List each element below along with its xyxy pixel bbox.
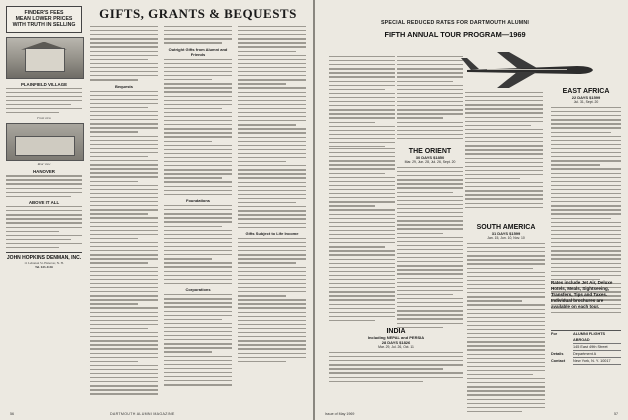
gifts-title: GIFTS, GRANTS & BEQUESTS bbox=[99, 6, 297, 21]
tour-india bbox=[329, 328, 463, 385]
front-view-caption: Front view bbox=[37, 116, 51, 121]
ad-extra-text bbox=[6, 235, 82, 249]
samerica-description bbox=[467, 243, 545, 412]
intro-text-col2 bbox=[397, 56, 463, 142]
coupon-details-value: Department A bbox=[573, 351, 621, 358]
subhead-outright-gifts: Outright Gifts from Alumni and Friends bbox=[168, 46, 228, 57]
coupon-for-label: For bbox=[551, 332, 558, 336]
coupon-address: 145 East 49th Street bbox=[573, 344, 621, 351]
gifts-column-1 bbox=[90, 26, 158, 398]
tour-south-america bbox=[467, 224, 545, 415]
eafrica-days: 22 DAYS $1599 bbox=[571, 95, 601, 100]
orient-days: 30 DAYS $1850 bbox=[415, 155, 445, 160]
tour-orient bbox=[397, 148, 463, 331]
orient-description bbox=[397, 167, 463, 328]
ad-above-text bbox=[6, 206, 82, 232]
subhead-corporations: Corporations bbox=[185, 287, 211, 293]
india-dates: Mar. 29, Jul. 26, Oct. 11 bbox=[378, 345, 414, 349]
denman-signature bbox=[6, 252, 82, 269]
coupon-details-label: Details bbox=[551, 352, 564, 356]
gifts-column-2 bbox=[164, 26, 232, 398]
page-number-right: 57 bbox=[614, 412, 618, 416]
orient-dates: Mar. 29, Jun. 28, Jul. 26, Sept. 20 bbox=[404, 160, 456, 164]
samerica-days: 31 DAYS $1599 bbox=[491, 231, 521, 236]
ad-plainfield-heading: PLAINFIELD VILLAGE bbox=[20, 81, 68, 87]
issue-date-footer: Issue of May 1969 bbox=[325, 412, 355, 416]
subhead-life-income: Gifts Subject to Life Income bbox=[245, 230, 299, 236]
tour-promo-text: Rates include Jet Air, Deluxe Hotels, Meals, Sightseeing, Transfers, Tips and Taxes. Individual brochures are available on each tour. bbox=[551, 280, 613, 309]
denman-address: 11 Lebanon St. Hanover, N. H. bbox=[24, 261, 64, 266]
alumni-flights-coupon bbox=[551, 330, 621, 365]
coupon-for-value: ALUMNI FLIGHTS ABROAD bbox=[573, 331, 621, 344]
finder-title-line3: WITH TRUTH IN SELLING bbox=[12, 22, 76, 29]
subhead-bequests: Bequests bbox=[114, 83, 133, 89]
magazine-name-footer: DARTMOUTH ALUMNI MAGAZINE bbox=[110, 412, 175, 416]
orient-text-col1 bbox=[329, 148, 395, 324]
denman-phone: Tel. 643-4146 bbox=[35, 265, 53, 270]
ad-hanover-text bbox=[6, 175, 82, 197]
tour-kicker: SPECIAL REDUCED RATES FOR DARTMOUTH ALUMNI bbox=[380, 20, 530, 26]
india-days: 28 DAYS $1826 bbox=[381, 340, 411, 345]
subhead-foundations: Foundations bbox=[186, 198, 210, 204]
rear-view-caption: Rear view bbox=[37, 162, 51, 167]
ad-plainfield-text bbox=[6, 88, 82, 114]
orient-name: THE ORIENT bbox=[408, 148, 452, 155]
house-photo-rear bbox=[6, 123, 84, 161]
finder-fees-box bbox=[6, 6, 82, 33]
gifts-column-3 bbox=[238, 26, 306, 398]
right-page bbox=[315, 0, 628, 420]
india-sub: Including NEPAL and PERSIA bbox=[367, 335, 425, 340]
denman-name: JOHN HOPKINS DENMAN, INC. bbox=[6, 255, 82, 262]
coupon-contact-value: New York, N. Y. 10017 bbox=[573, 358, 621, 365]
samerica-name: SOUTH AMERICA bbox=[476, 224, 536, 231]
house-photo-front bbox=[6, 37, 84, 79]
eafrica-dates: Jul. 31, Sept. 20 bbox=[573, 100, 599, 104]
finder-title-line2: MEAN LOWER PRICES bbox=[15, 16, 73, 23]
ad-hanover-heading: HANOVER bbox=[33, 169, 55, 175]
india-name: INDIA bbox=[386, 328, 406, 335]
gifts-article bbox=[90, 6, 306, 398]
left-page bbox=[0, 0, 313, 420]
coupon-contact-label: Contact bbox=[551, 359, 566, 363]
ad-above-heading: ABOVE IT ALL bbox=[28, 200, 60, 206]
tour-title: FIFTH ANNUAL TOUR PROGRAM—1969 bbox=[384, 30, 526, 39]
eafrica-name: EAST AFRICA bbox=[562, 88, 610, 95]
intro-text-col3 bbox=[465, 92, 543, 211]
page-number-left: 56 bbox=[10, 412, 14, 416]
finder-title-line1: FINDER'S FEES bbox=[24, 10, 64, 16]
samerica-dates: Jan. 15, Jun. 10, Nov. 10 bbox=[487, 236, 525, 240]
intro-text-col1 bbox=[329, 56, 395, 150]
india-description bbox=[329, 352, 463, 382]
real-estate-sidebar bbox=[6, 6, 82, 398]
jet-airplane-illustration bbox=[457, 50, 597, 90]
